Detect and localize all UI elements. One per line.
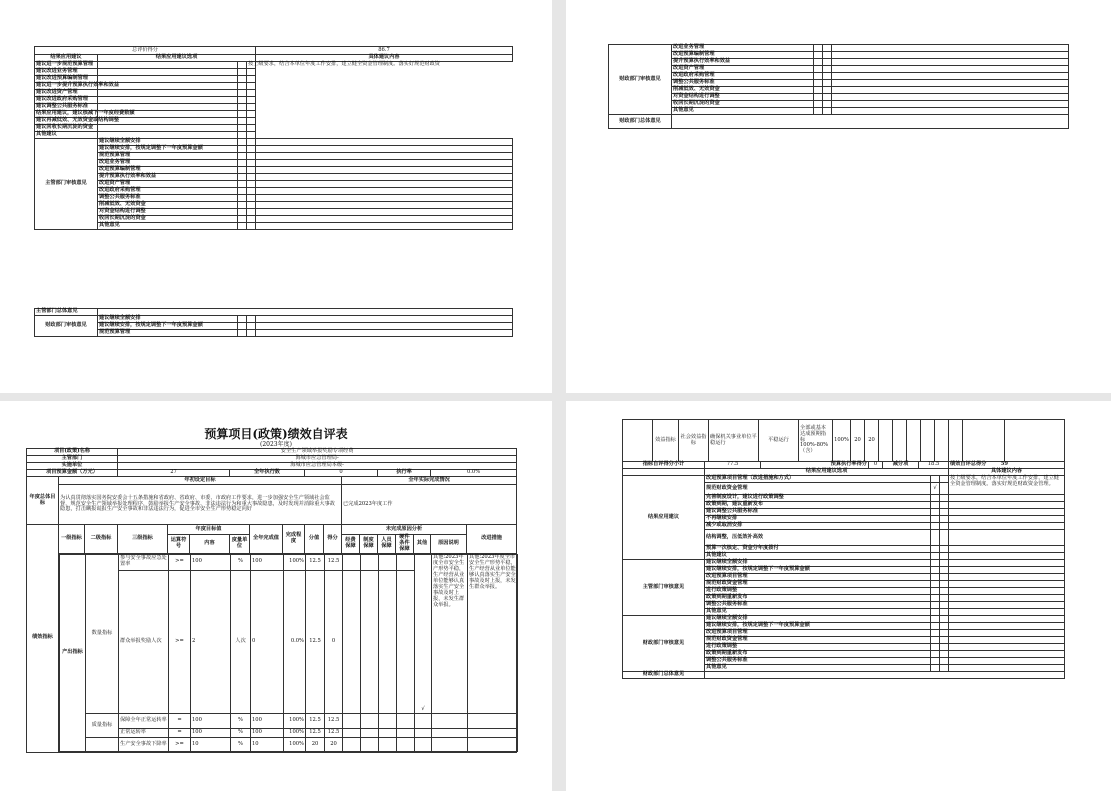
option-label: 改进资产管理 — [672, 66, 814, 73]
option-label: 改进政府采购管理 — [672, 73, 814, 80]
option-check — [238, 216, 247, 223]
option-content — [256, 139, 513, 146]
option-check — [931, 560, 940, 567]
option-label: 收回长期沉淀的资金 — [672, 101, 814, 108]
option-label: 建议改进业务管理 — [35, 69, 98, 76]
row-full: 100 — [251, 714, 284, 729]
result-suggestion-table — [34, 46, 513, 230]
option-label: 改进预算项目管理（改进措施和方式） — [705, 476, 931, 483]
option-check — [931, 651, 940, 658]
exec-label: 全年执行数 — [230, 470, 305, 477]
list-item — [35, 118, 513, 125]
row-name: 正常运转率 — [119, 728, 169, 737]
table-row — [60, 714, 518, 729]
row-full: 100 — [251, 728, 284, 737]
option-label: 结果应用建议，建议核减下一年度经费数额 — [36, 110, 135, 117]
list-item — [35, 90, 513, 97]
row-degree: 100% — [284, 714, 306, 729]
option-check — [814, 101, 823, 108]
row-unit: % — [231, 714, 251, 729]
row-weight: 12.5 — [306, 728, 325, 737]
option-check — [814, 45, 823, 52]
col-r2: 制度保障 — [360, 535, 378, 554]
option-check — [814, 52, 823, 59]
option-label: 调整公共服务标准 — [98, 195, 238, 202]
option-check — [814, 87, 823, 94]
col-reason: 未完成原因分析 — [342, 525, 467, 535]
table-row — [60, 738, 518, 752]
option-check — [238, 160, 247, 167]
list-item — [623, 672, 1065, 679]
total-score-value: 59 — [1000, 461, 1009, 468]
option-label: 规范财政资金管理 — [705, 637, 931, 644]
row-degree: 100% — [284, 728, 306, 737]
list-item — [35, 83, 513, 90]
col-degree: 完成程度 — [283, 525, 305, 554]
col-target: 年度目标值 — [168, 525, 250, 535]
option-label: 改进预算项目管理 — [705, 630, 931, 637]
row-op: >= — [169, 570, 191, 713]
option-label: 其他建议 — [705, 553, 931, 560]
option-label: 改进政府采购管理 — [98, 188, 238, 195]
row-degree: 0.0% — [284, 570, 306, 713]
option-label: 规范预算管理 — [98, 330, 238, 337]
option-check — [238, 223, 247, 230]
list-item — [623, 476, 1065, 483]
option-check — [931, 595, 940, 602]
option-label: 收回长期沉淀的资金 — [98, 216, 238, 223]
option-label: 削减低效、无效资金 — [98, 202, 238, 209]
option-label: 建议继续安排，按规定调整下一年度预算金额 — [98, 146, 238, 153]
option-label: 规范财政资金管理 — [705, 581, 931, 588]
p4-result-table — [622, 468, 1065, 679]
content-header: 具体建议内容 — [949, 469, 1065, 476]
option-label: 调整公共服务标准 — [705, 658, 931, 665]
benefit-row-content: 平稳运行 — [759, 420, 799, 462]
unit-label: 实施单位 — [27, 463, 118, 470]
goal-plan-text: 为认真贯彻落实国务院安委会十五条措施和省政府、省政府、市委、市政府工作要求，进一步加强安全生产领域社会监督，规范安全生产领域举报处理程序，鼓励举报生产安全事故、非法违法行为和重大事故隐患，及时发现并消除重大事故隐患，打击瞒报谎报生产安全事故和非法违法行为，促进全市安全生产形势稳定向好 — [59, 485, 342, 525]
row-op: >= — [169, 554, 191, 570]
dept-label: 主管部门审核意见 — [623, 560, 705, 616]
option-check — [814, 73, 823, 80]
row-name: 生产安全事故下降率 — [119, 738, 169, 752]
option-label: 对资金结构进行调整 — [672, 94, 814, 101]
col-improve: 改进措施 — [467, 525, 517, 554]
option-check — [931, 616, 940, 623]
option-check — [238, 153, 247, 160]
row-score: 12.5 — [325, 714, 343, 729]
option-check: √ — [931, 483, 940, 495]
option-content: 按上级要求，结合本单位年度工作安排，建立健全资金管理制度。落实好规范财政资金管理。 — [949, 476, 1065, 495]
option-label: 改进业务管理 — [672, 45, 814, 52]
row-weight: 12.5 — [306, 554, 325, 570]
option-label: 其他意见 — [705, 665, 931, 672]
budget-label: 项目预算金额（万元） — [27, 470, 118, 477]
option-label: 建议继续全额安排 — [705, 560, 931, 567]
option-check — [931, 546, 940, 553]
option-label: 建议再减低效、无效资金或结构调整 — [36, 117, 120, 124]
row-content: 100 — [191, 554, 231, 570]
option-check — [931, 476, 940, 483]
option-label: 改进业务管理 — [98, 160, 238, 167]
option-content — [949, 616, 1065, 623]
option-label: 建议改进资产管理 — [35, 90, 98, 97]
goal-actual-text: 已完成2023年度工作 — [342, 485, 517, 525]
option-check — [814, 80, 823, 87]
option-check — [931, 581, 940, 588]
option-check — [238, 167, 247, 174]
option-check — [931, 567, 940, 574]
row-name: 保障全年正常运转率 — [119, 714, 169, 729]
reason-text: 其他:2023年度全市安全生产形势平稳，生产经营从业单位能够认真落实生产安全事故及时上报，未发生群众举报。 — [432, 554, 468, 713]
option-label: 建议改进预算编制管理 — [35, 76, 98, 83]
benefit-label: 效益指标 — [653, 420, 679, 462]
dept-label: 主管部门 — [27, 456, 118, 463]
option-check — [931, 509, 940, 516]
option-label: 建议继续全额安排 — [98, 316, 238, 323]
row-content: 10 — [191, 738, 231, 752]
option-label: 建议继续全额安排 — [705, 616, 931, 623]
option-label: 不再继续安排 — [705, 516, 931, 523]
row-weight: 12.5 — [306, 570, 325, 713]
quality-label: 质量指标 — [86, 714, 119, 738]
row-op: = — [169, 714, 191, 729]
option-label: 进行政策调整 — [705, 588, 931, 595]
row-unit: % — [231, 738, 251, 752]
deduct-value: 18.5 — [919, 462, 949, 469]
option-check — [238, 174, 247, 181]
row-content: 100 — [191, 728, 231, 737]
page-3 — [0, 401, 552, 791]
option-label: 建议继续安排，按规定调整下一年度预算金额 — [705, 623, 931, 630]
goal-label: 年度总体目标 — [27, 477, 59, 525]
option-label: 建议继续安排，按规定调整下一年度预算金额 — [705, 567, 931, 574]
option-content: 按上级要求，结合本单位年度工作安排，建立健全资金管理制度。落实好规范财政资 — [248, 61, 440, 68]
list-item — [35, 62, 513, 69]
improve-text: 其他:2023年度全市安全生产形势平稳，生产经营从业单位能够认真落实生产安全事故及时上报，未发生群众举报。 — [468, 554, 518, 713]
goal-actual-header: 全年实际完成情况 — [342, 477, 517, 485]
rate-label: 执行率 — [378, 470, 431, 477]
row-score: 12.5 — [325, 554, 343, 570]
dept-label: 主管部门审核意见 — [35, 139, 98, 230]
option-check — [931, 588, 940, 595]
option-check — [931, 644, 940, 651]
col-l2: 二级指标 — [85, 525, 118, 554]
option-label: 进行政策调整 — [705, 644, 931, 651]
form-subtitle: (2023年度) — [260, 441, 292, 448]
option-label: 削减低效、无效资金 — [672, 87, 814, 94]
row-content: 2 — [191, 570, 231, 713]
table-row — [60, 728, 518, 737]
reason-check: √ — [415, 554, 432, 713]
option-check — [931, 502, 940, 509]
row-weight: 12.5 — [306, 714, 325, 729]
col-l3: 三级指标 — [118, 525, 168, 554]
exec-score-value: 0 — [869, 462, 883, 469]
option-check — [814, 66, 823, 73]
benefit-row-degree: 100% — [833, 420, 851, 462]
project-name-value: 安全生产领域举报奖励专项经费 — [118, 449, 517, 456]
fin-overall-label: 财政部门总体意见 — [623, 672, 705, 679]
option-label: 改进资产管理 — [98, 181, 238, 188]
list-item — [35, 97, 513, 104]
dept-overall-label: 主管部门总体意见 — [35, 309, 98, 316]
list-item — [623, 560, 1065, 567]
output-label: 产出指标 — [60, 554, 86, 751]
option-check — [931, 637, 940, 644]
option-label: 其他意见 — [98, 223, 238, 230]
subtotal-value: 77.5 — [705, 462, 761, 469]
col-r4: 硬件条件保障 — [396, 535, 414, 554]
option-check — [931, 665, 940, 672]
option-label: 其他意见 — [705, 609, 931, 616]
list-item — [35, 330, 513, 337]
fin-label: 财政部门审核意见 — [35, 316, 98, 337]
subtotal-label: 指标自评得分小计 — [623, 462, 705, 469]
option-label: 提升预算执行效率和效益 — [672, 59, 814, 66]
option-check — [931, 516, 940, 523]
fin-label: 财政部门审核意见 — [623, 616, 705, 672]
option-check — [931, 602, 940, 609]
list-item — [35, 69, 513, 76]
list-item — [623, 616, 1065, 623]
fin-overall-label: 财政部门总体意见 — [609, 115, 672, 129]
form-title: 预算项目(政策)绩效自评表 — [204, 427, 348, 441]
option-check — [931, 630, 940, 637]
option-content — [949, 560, 1065, 567]
items-header: 结果应用建议选项 — [98, 55, 256, 62]
option-label: 完善制度设计，建议进行政策调整 — [705, 495, 931, 502]
total-score-value: 86.7 — [256, 47, 513, 55]
dept-value: 海城市应急管理局- — [118, 456, 517, 463]
row-full: 100 — [251, 554, 284, 570]
benefit-table — [622, 419, 1065, 462]
option-label: 调整公共服务标准 — [705, 602, 931, 609]
option-check — [931, 495, 940, 502]
row-full: 0 — [251, 570, 284, 713]
col-r3: 人员保障 — [378, 535, 396, 554]
col-score: 得分 — [324, 525, 342, 554]
exec-value: 0 — [305, 470, 378, 477]
option-label: 政策到期，建议重新发布 — [705, 502, 931, 509]
col-r6: 原因说明 — [431, 535, 467, 554]
col-unit: 度量单位 — [230, 535, 250, 554]
option-label: 对资金结构进行调整 — [98, 209, 238, 216]
option-label: 其他意见 — [672, 108, 814, 115]
content-header: 具体建议内容 — [256, 55, 513, 62]
option-label: 其他建议 — [35, 132, 98, 139]
option-check — [238, 146, 247, 153]
total-score-label: 绩效自评总得分 — [950, 461, 987, 468]
option-check — [931, 574, 940, 581]
row-score: 12.5 — [325, 728, 343, 737]
indicator-rows — [59, 554, 518, 752]
benefit-row-name: 确保机关事业单位平稳运行 — [709, 420, 759, 462]
result-label: 结果应用建议 — [623, 476, 705, 560]
option-label: 预算一次核定、资金分年度拨付 — [705, 546, 931, 553]
option-label: 建议进一步提升预算执行效率和效益 — [36, 82, 120, 89]
col-r1: 经费保障 — [342, 535, 360, 554]
row-unit: % — [231, 728, 251, 737]
col-op: 运算符号 — [168, 535, 190, 554]
self-evaluation-table — [26, 448, 517, 753]
benefit-row-score: 20 — [865, 420, 879, 462]
option-label: 改进预算项目管理 — [705, 574, 931, 581]
rate-value: 0.0% — [431, 470, 517, 477]
option-label: 建议继续安排，按规定调整下一年度预算金额 — [98, 323, 238, 330]
perf-label: 绩效指标 — [27, 525, 59, 753]
row-content: 100 — [191, 714, 231, 729]
option-check — [238, 209, 247, 216]
row-name: 参与安全事故应急处置率 — [119, 554, 169, 570]
option-label: 改进预算编制管理 — [98, 167, 238, 174]
option-label: 政策到期重新发布 — [705, 651, 931, 658]
row-degree: 100% — [284, 738, 306, 752]
unit-value: 海城市应急管理局本级- — [118, 463, 517, 470]
page-1 — [0, 0, 552, 393]
option-check — [238, 181, 247, 188]
col-content: 内容 — [190, 535, 230, 554]
table-row — [60, 554, 518, 570]
deduct-label: 减分项 — [883, 462, 919, 469]
row-weight: 20 — [306, 738, 325, 752]
row-score: 20 — [325, 738, 343, 752]
col-l1: 一级指标 — [59, 525, 85, 554]
option-check — [931, 623, 940, 630]
benefit-row-detail: 全部或基本达成预期指标100%-80%（含） — [799, 420, 833, 462]
row-full: 10 — [251, 738, 284, 752]
option-label: 政策到期重新发布 — [705, 595, 931, 602]
option-label: 规范预算管理 — [98, 153, 238, 160]
row-degree: 100% — [284, 554, 306, 570]
benefit-row-weight: 20 — [851, 420, 865, 462]
row-op: >= — [169, 738, 191, 752]
option-label: 调整公共服务标准 — [672, 80, 814, 87]
option-label: 建议进一步规范预算管理 — [35, 62, 98, 69]
exec-score-label: 预算执行率得分 — [761, 462, 869, 469]
option-label: 建议调整公共服务标准 — [35, 104, 98, 111]
option-label: 规范财政资金管理 — [705, 483, 931, 495]
option-check — [931, 609, 940, 616]
budget-value: 27 — [118, 470, 230, 477]
option-content — [256, 316, 513, 323]
option-check — [238, 139, 247, 146]
social-label: 社会效益指标 — [679, 420, 709, 462]
qty-label: 数量指标 — [86, 554, 119, 713]
goal-plan-header: 年初设定目标 — [59, 477, 342, 485]
option-content — [832, 45, 1069, 52]
page-4 — [566, 401, 1111, 791]
option-check — [238, 188, 247, 195]
col-full: 全年完成值 — [250, 525, 283, 554]
option-check — [238, 202, 247, 209]
option-check — [238, 330, 247, 337]
option-check — [931, 523, 940, 530]
list-item — [35, 125, 513, 132]
option-label: 建议改进政府采购管理 — [35, 97, 98, 104]
option-check — [814, 108, 823, 115]
option-check — [814, 94, 823, 101]
option-label: 提升预算执行效率和效益 — [98, 174, 238, 181]
col-r5: 其他 — [414, 535, 431, 554]
row-name: 群众举报奖励人次 — [119, 570, 169, 713]
option-check — [238, 316, 247, 323]
option-label: 建议继续全额安排 — [98, 139, 238, 146]
option-check — [931, 530, 940, 546]
option-label: 建议回收长期沉淀的资金 — [35, 125, 98, 132]
list-item — [35, 223, 513, 230]
option-check — [814, 59, 823, 66]
total-score-label: 总评价得分 — [35, 47, 256, 55]
option-check — [238, 323, 247, 330]
option-label: 改进预算编制管理 — [672, 52, 814, 59]
finance-review-table — [608, 44, 1069, 129]
fin-label: 财政部门审核意见 — [609, 45, 672, 115]
option-check — [931, 658, 940, 665]
row-op: = — [169, 728, 191, 737]
list-item — [609, 115, 1069, 129]
col-weight: 分值 — [305, 525, 324, 554]
project-name-label: 项目(政策)名称 — [27, 449, 118, 456]
row-unit: % — [231, 554, 251, 570]
finance-review-table — [34, 315, 513, 337]
list-item — [609, 108, 1069, 115]
items-header: 结果应用建议选项 — [705, 469, 949, 476]
option-label: 结构调整，压低效补高效 — [705, 530, 931, 546]
page-2 — [566, 0, 1111, 393]
row-score: 0 — [325, 570, 343, 713]
option-check — [931, 553, 940, 560]
option-label: 减少或取消安排 — [705, 523, 931, 530]
option-check — [238, 195, 247, 202]
option-label: 建议调整公共服务标准 — [705, 509, 931, 516]
row-unit: 人次 — [231, 570, 251, 713]
result-label: 结果应用建议 — [35, 55, 98, 62]
